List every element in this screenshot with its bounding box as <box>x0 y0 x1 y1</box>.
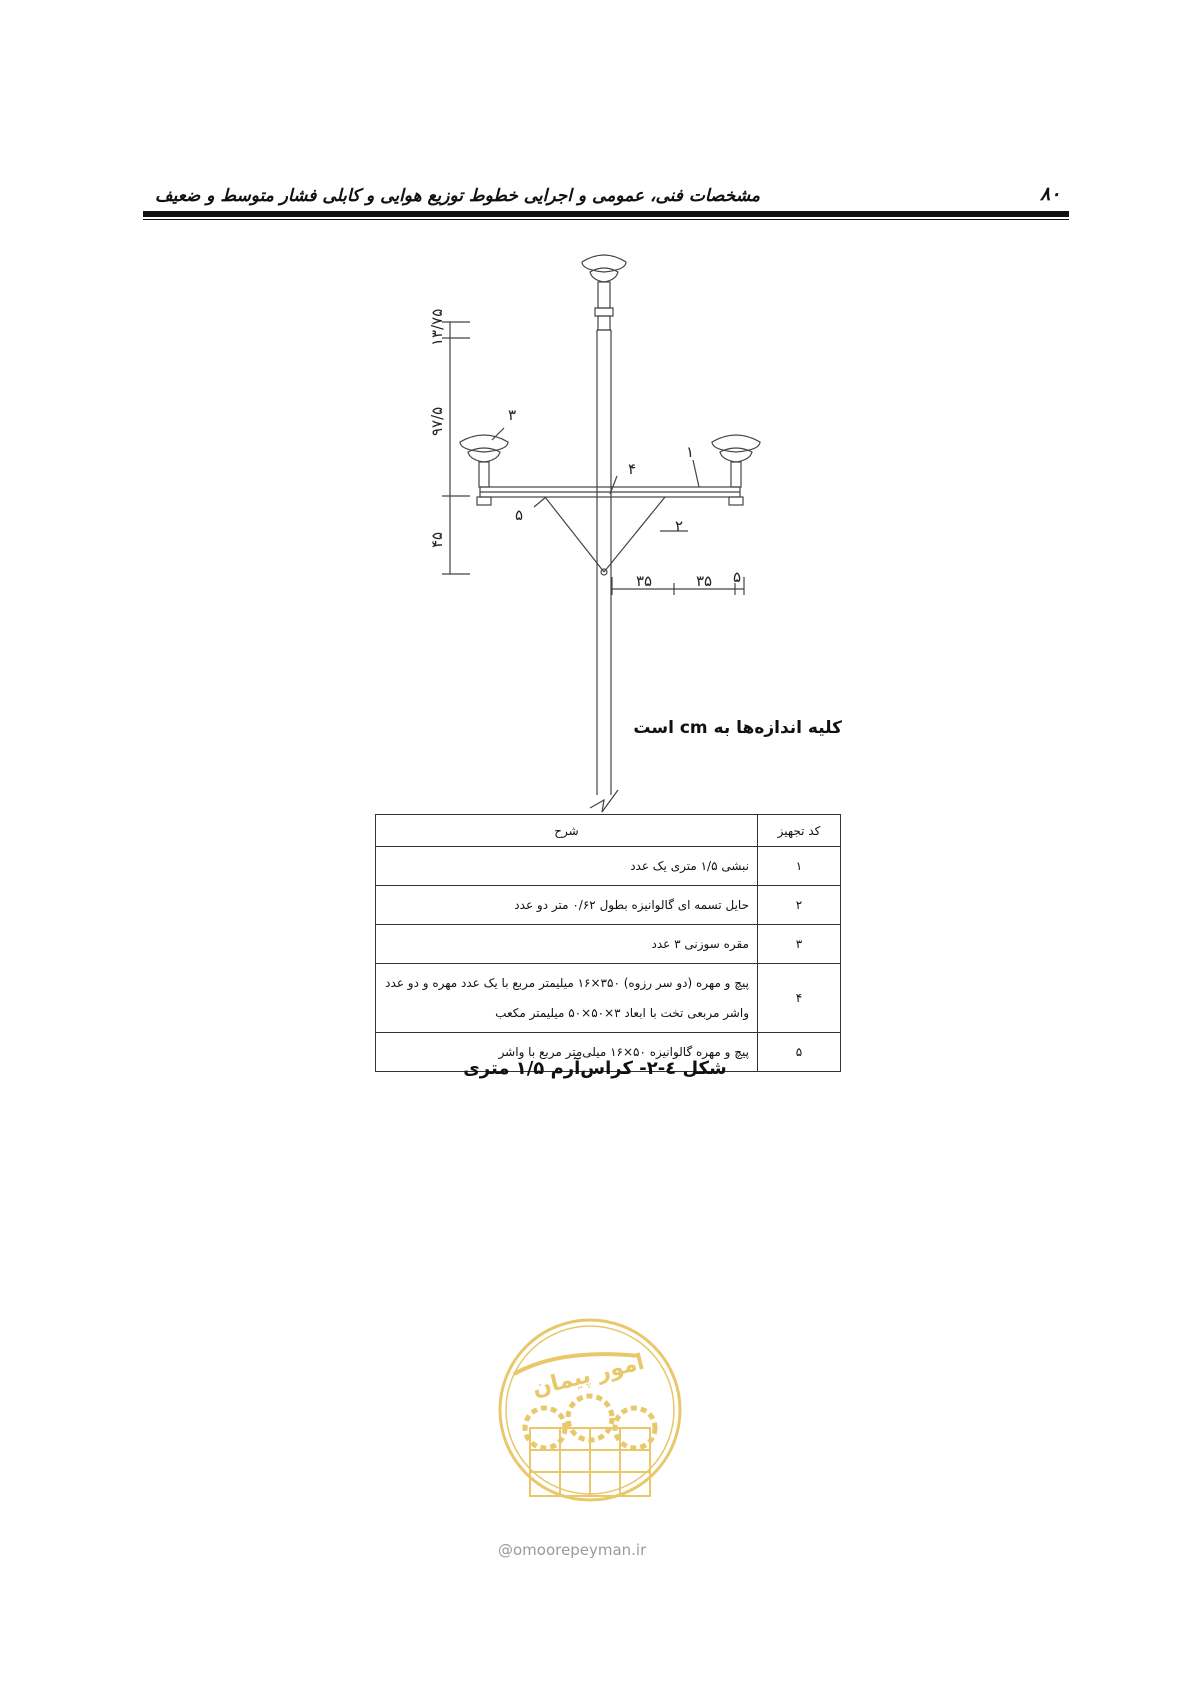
table-row <box>376 925 841 964</box>
at-icon: @ <box>498 1541 513 1559</box>
header-desc: شرح <box>376 815 758 847</box>
brace-left <box>545 497 604 572</box>
leader-1 <box>693 460 699 487</box>
units-note: کلیه اندازه‌ها به cm است <box>633 718 842 738</box>
row-code: ۱ <box>758 847 841 886</box>
watermark-logo-text: امور پیمان <box>529 1349 647 1402</box>
dim-h2: ۳۵ <box>696 572 713 590</box>
watermark-url-text: omoorepeyman.ir <box>513 1541 647 1559</box>
row-code: ۵ <box>758 1033 841 1072</box>
header-code: کد تجهیز <box>758 815 841 847</box>
page-number: ۸۰ <box>1040 183 1061 205</box>
leader-3 <box>492 428 504 440</box>
row-code: ۳ <box>758 925 841 964</box>
callout-5: ۵ <box>515 506 524 524</box>
callout-3: ۳ <box>508 406 517 424</box>
callout-4: ۴ <box>628 460 637 478</box>
watermark-url <box>498 1541 646 1559</box>
dim-lower: ۴۵ <box>428 531 446 548</box>
dim-middle: ۹۷/۵ <box>428 406 446 436</box>
row-desc: مقره سوزنی ۳ عدد <box>376 925 758 964</box>
pole-break-symbol <box>590 790 618 812</box>
insulator-right <box>712 435 760 505</box>
insulator-left <box>460 435 508 505</box>
parts-table <box>375 814 841 1072</box>
row-desc: حایل تسمه ای گالوانیزه بطول ۰/۶۲ متر دو عدد <box>376 886 758 925</box>
row-desc: پیچ و مهره (دو سر رزوه) ۳۵۰×۱۶ میلیمتر مربع با یک عدد مهره و دو عدد واشر مربعی تخت با ابعاد ۳×۵۰×۵۰ میلیمتر مکعب <box>376 964 758 1033</box>
table-row <box>376 964 841 1033</box>
table-row <box>376 886 841 925</box>
row-desc: نبشی ۱/۵ متری یک عدد <box>376 847 758 886</box>
row-code: ۲ <box>758 886 841 925</box>
table-row <box>376 847 841 886</box>
dim-h3: ۵ <box>733 568 742 586</box>
figure-caption: شکل ٤-۲- کراس‌آرم ۱/۵ متری <box>463 1058 727 1079</box>
leader-5 <box>534 497 546 507</box>
callout-2: ۲ <box>675 517 684 535</box>
callout-1: ۱ <box>686 443 695 461</box>
insulator-top <box>582 255 626 330</box>
table-header-row <box>376 815 841 847</box>
watermark-logo-icon <box>490 1310 690 1520</box>
dim-h1: ۳۵ <box>636 572 653 590</box>
brace-right <box>604 497 665 572</box>
crossarm-drawing <box>0 0 1190 830</box>
row-desc: پیچ و مهره گالوانیزه ۵۰×۱۶ میلی‌متر مربع با واشر <box>376 1033 758 1072</box>
row-code: ۴ <box>758 964 841 1033</box>
header-title: مشخصات فنی، عمومی و اجرایی خطوط توزیع هوایی و کابلی فشار متوسط و ضعیف <box>155 186 760 206</box>
dim-top: ۱۳/۷۵ <box>428 308 446 346</box>
